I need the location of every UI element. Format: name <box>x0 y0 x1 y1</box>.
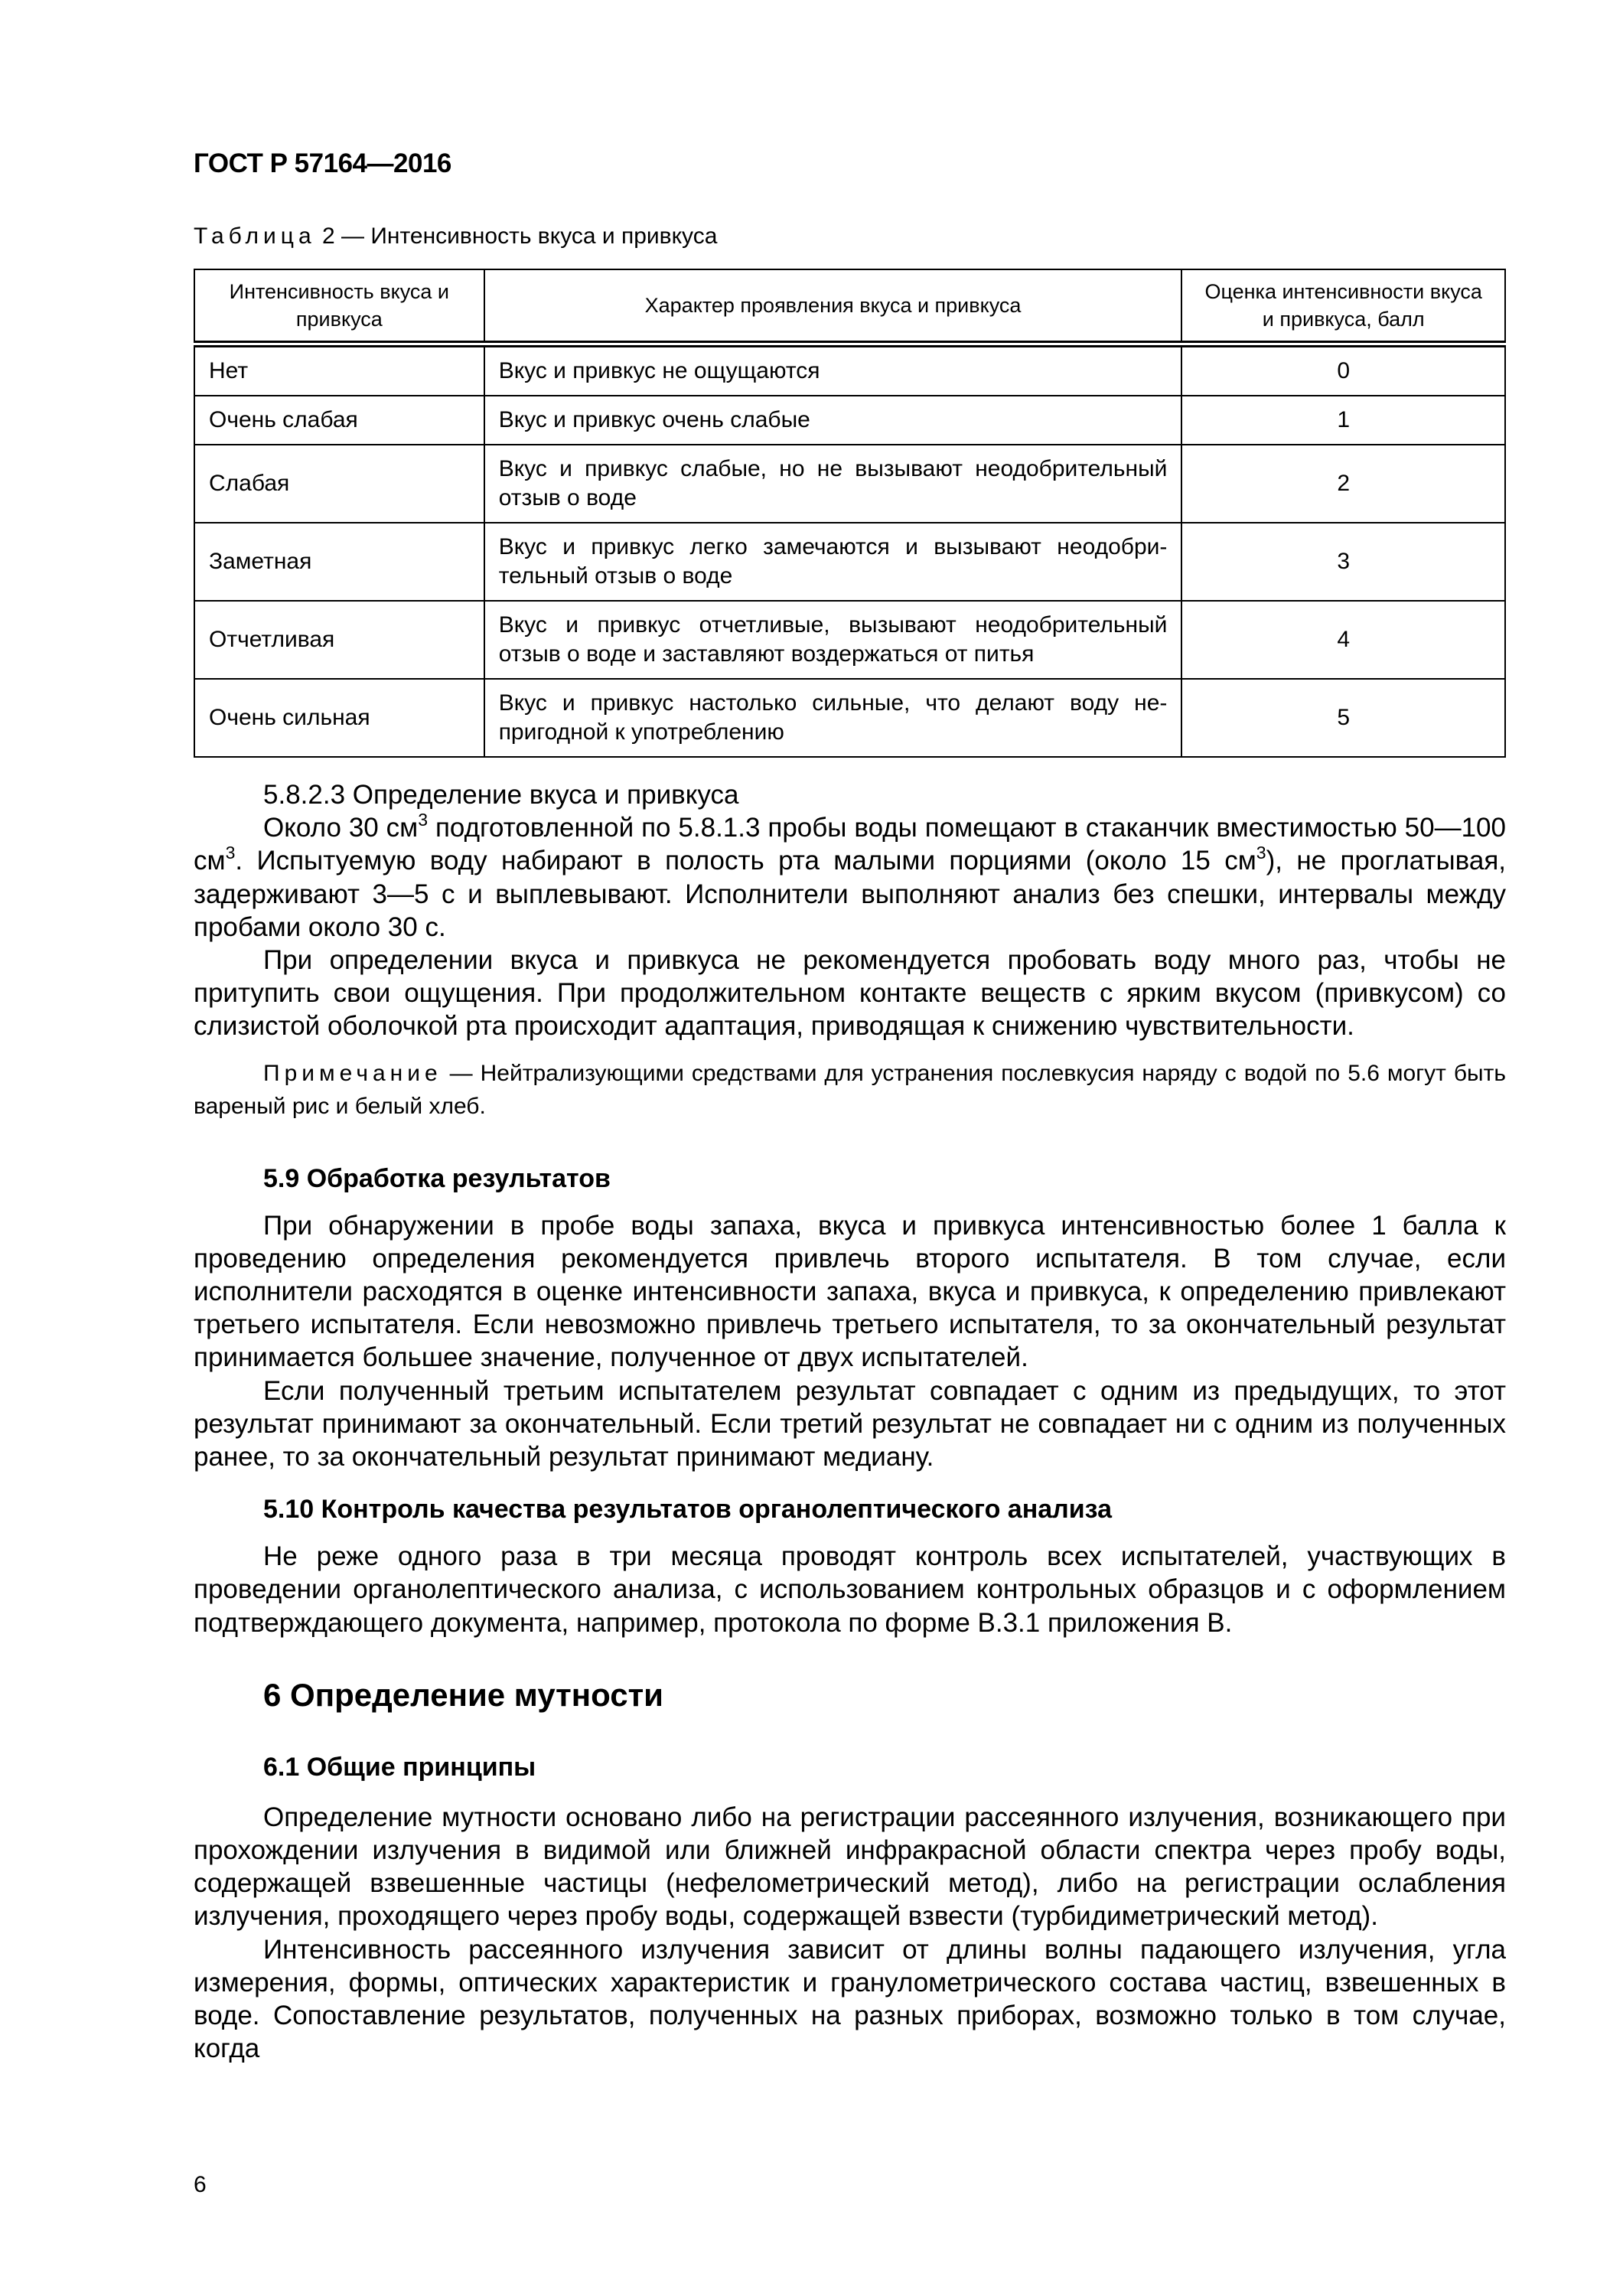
cell-intensity: Отчетливая <box>194 601 484 679</box>
text-run: подготовленной по 5.8.1.3 пробы воды помещают в стаканчик вместимостью 50—100 см <box>194 813 1506 876</box>
cell-description: Вкус и привкус очень слабые <box>484 396 1182 445</box>
table-row <box>194 344 1505 396</box>
note-label: Примечание <box>263 1060 442 1086</box>
taste-intensity-table <box>194 269 1506 758</box>
column-header-description: Характер проявления вкуса и привкуса <box>484 269 1182 344</box>
page-number: 6 <box>194 2172 207 2197</box>
column-header-score: Оценка интенсивности вкуса и привкуса, балл <box>1181 269 1505 344</box>
table-row <box>194 396 1505 445</box>
cell-description: Вкус и привкус не ощущаются <box>484 344 1182 396</box>
cell-description: Вкус и привкус легко замечаются и вызывают неодобри-тельный отзыв о воде <box>484 523 1182 601</box>
table-caption-title: — Интенсивность вкуса и привкуса <box>341 223 718 249</box>
cell-intensity: Заметная <box>194 523 484 601</box>
table-row <box>194 601 1505 679</box>
document-code: ГОСТ Р 57164—2016 <box>194 148 451 178</box>
cell-intensity: Слабая <box>194 445 484 523</box>
column-header-intensity: Интенсивность вкуса и привкуса <box>194 269 484 344</box>
table-row <box>194 445 1505 523</box>
document-body <box>194 778 1506 2065</box>
table-row <box>194 679 1505 757</box>
cell-score: 5 <box>1181 679 1505 757</box>
section-5-10-heading: 5.10 Контроль качества результатов органолептического анализа <box>263 1495 1113 1525</box>
section-6-1-paragraph-1: Определение мутности основано либо на регистрации рассеянного излучения, возникающего при прохождении излучения в видимой или ближней инфракрасной области спектра через пробу воды, содержащей взвешенные частицы (нефелометрический метод), либо на регистрации ослабления излучения, проходящего через пробу воды, содержащей взвести (турбидиметрический метод). <box>194 1802 1506 1932</box>
cell-description: Вкус и привкус отчетливые, вызывают неодобрительный отзыв о воде и заставляют воздержаться от питья <box>484 601 1182 679</box>
cell-intensity: Очень слабая <box>194 396 484 445</box>
cell-score: 0 <box>1181 344 1505 396</box>
clause-5-8-2-3-paragraph-1 <box>194 811 1506 944</box>
cell-score: 1 <box>1181 396 1505 445</box>
section-5-10-paragraph-1: Не реже одного раза в три месяца проводят контроль всех испытателей, участвующих в проведении органолептического анализа, с использованием контрольных образцов и с оформлением подтверждающего документа, например, протокола по форме В.3.1 приложения В. <box>194 1541 1506 1638</box>
section-5-9-heading: 5.9 Обработка результатов <box>263 1163 611 1193</box>
cell-intensity: Нет <box>194 344 484 396</box>
note-text: — Нейтрализующими средствами для устранения послевкусия наряду с водой по 5.6 могут быть вареный рис и белый хлеб. <box>194 1060 1506 1119</box>
clause-5-8-2-3-heading: 5.8.2.3 Определение вкуса и привкуса <box>263 780 739 810</box>
section-5-9-paragraph-2: Если полученный третьим испытателем результат совпадает с одним из предыдущих, то этот результат принимают за окончательный. Если третий результат не совпадает ни с одним из полученных ранее, то за окончательный результат принимают медиану. <box>194 1375 1506 1473</box>
superscript: 3 <box>225 843 236 863</box>
cell-score: 3 <box>1181 523 1505 601</box>
cell-score: 2 <box>1181 445 1505 523</box>
text-run: . Испытуемую воду набирают в полость рта малыми порциями (около 15 см <box>235 846 1256 876</box>
section-6-1-paragraph-2: Интенсивность рассеянного излучения зависит от длины волны падающего излучения, угла измерения, формы, оптических характеристик и гранулометрического состава частиц, взвешенных в воде. Сопоставление результатов, полученных на разных приборах, возможно только в том случае, когда <box>194 1934 1506 2064</box>
table-caption-number: 2 <box>321 223 335 249</box>
superscript: 3 <box>418 810 429 830</box>
text-run: Около 30 см <box>263 813 419 843</box>
clause-5-8-2-3-paragraph-2: При определении вкуса и привкуса не рекомендуется пробовать воду много раз, чтобы не притупить свои ощущения. При продолжительном контакте веществ с ярким вкусом (привкусом) со слизистой оболочкой рта происходит адаптация, приводящая к снижению чувствительности. <box>194 945 1506 1042</box>
text-run: ), не проглатывая, задерживают 3—5 с и выплевывают. Исполнители выполняют анализ без спешки, интервалы между пробами около 30 с. <box>194 846 1506 942</box>
table-caption-label: Таблица <box>194 223 316 249</box>
table-caption <box>194 223 717 249</box>
table-header-row <box>194 269 1505 344</box>
note <box>194 1057 1506 1123</box>
cell-score: 4 <box>1181 601 1505 679</box>
cell-description: Вкус и привкус настолько сильные, что делают воду не-пригодной к употреблению <box>484 679 1182 757</box>
table-row <box>194 523 1505 601</box>
section-6-1-heading: 6.1 Общие принципы <box>263 1752 536 1782</box>
cell-description: Вкус и привкус слабые, но не вызывают неодобрительный отзыв о воде <box>484 445 1182 523</box>
section-5-9-paragraph-1: При обнаружении в пробе воды запаха, вкуса и привкуса интенсивностью более 1 балла к проведению определения рекомендуется привлечь второго испытателя. В том случае, если исполнители расходятся в оценке интенсивности запаха, вкуса и привкуса, к определению привлекают третьего испытателя. Если невозможно привлечь третьего испытателя, то за окончательный результат принимается большее значение, полученное от двух испытателей. <box>194 1210 1506 1373</box>
section-6-heading: 6 Определение мутности <box>263 1676 663 1713</box>
superscript: 3 <box>1256 843 1266 863</box>
cell-intensity: Очень сильная <box>194 679 484 757</box>
